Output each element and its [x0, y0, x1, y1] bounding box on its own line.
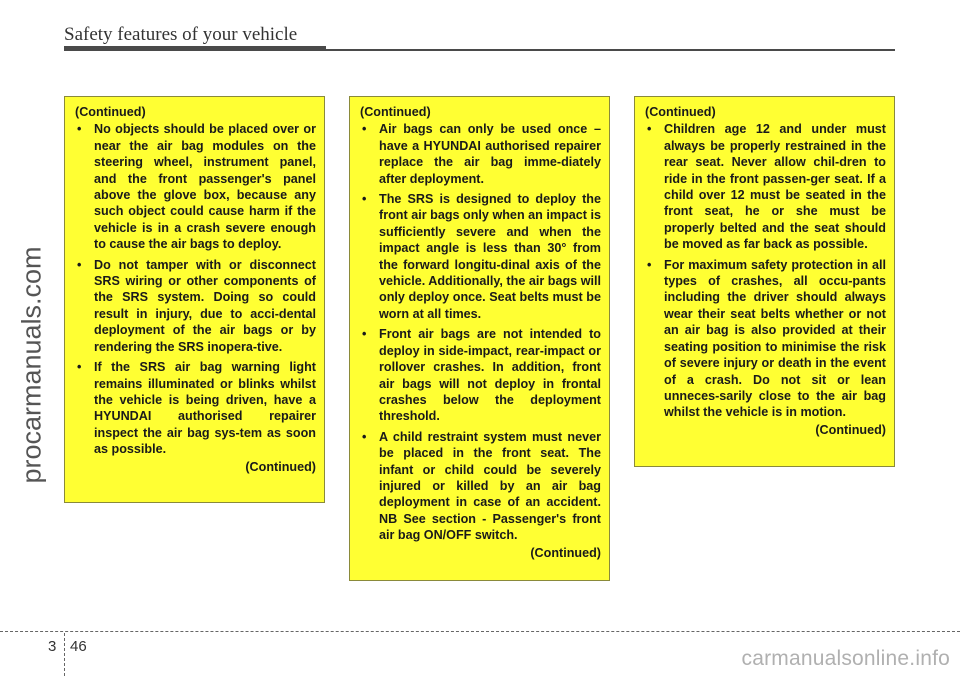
bullet-item: • For maximum safety protection in all types of crashes, all occu-pants including the driver should always wear their seat belts whether or not an air bag is also provided at their seating position to minimise the risk of severe injury or death in the event of a crash. Do not sit or lean unneces-sarily close to the air bag whilst the vehicle is in motion.	[645, 257, 886, 421]
bullet-item: • If the SRS air bag warning light remains illuminated or blinks whilst the vehicle is being driven, have a HYUNDAI authorised repairer inspect the air bag sys-tem as soon as possible.	[75, 359, 316, 457]
bullet-item: • The SRS is designed to deploy the front air bags only when an impact is sufficiently severe and when the impact angle is less than 30° from the forward longitu-dinal axis of the vehicle. Additionally, the air bags will only deploy once. Seat belts must be worn at all times.	[360, 191, 601, 322]
header-title: Safety features of your vehicle	[64, 24, 298, 45]
footer-rule	[0, 631, 960, 632]
box-footer: (Continued)	[530, 545, 601, 560]
bullet-item: • Front air bags are not intended to deploy in side-impact, rear-impact or rollover crashes. In addition, front air bags will not deploy in frontal crashes below the deployment threshold.	[360, 326, 601, 424]
bullet-item: • No objects should be placed over or near the air bag modules on the steering wheel, instrument panel, and the front passenger's panel above the glove box, because any such object could cause harm if the vehicle is in a crash severe enough to cause the air bags to deploy.	[75, 121, 316, 252]
bullet-item: • Do not tamper with or disconnect SRS wiring or other components of the SRS system. Doing so could result in injury, due to acci-dental deployment of the air bags or by rendering the SRS inopera-tive.	[75, 257, 316, 355]
bullet-list	[360, 121, 601, 543]
box-heading: (Continued)	[360, 105, 431, 119]
bullet-list	[75, 121, 316, 457]
header-rule-thin	[326, 49, 895, 51]
warning-box-3	[634, 96, 895, 467]
bottom-watermark: carmanualsonline.info	[741, 647, 950, 670]
box-footer: (Continued)	[815, 422, 886, 437]
warning-box-2	[349, 96, 610, 581]
bullet-list	[645, 121, 886, 420]
header-rule-thick	[64, 46, 326, 51]
box-footer: (Continued)	[245, 459, 316, 474]
bullet-item: • Children age 12 and under must always be properly restrained in the rear seat. Never allow chil-dren to ride in the front passen-ger seat. If a child over 12 must be seated in the front seat, he or she must be properly belted and the seat should be moved as far back as possible.	[645, 121, 886, 252]
bullet-item: • Air bags can only be used once – have a HYUNDAI authorised repairer replace the air bag imme-diately after deployment.	[360, 121, 601, 187]
section-number: 3	[48, 638, 57, 655]
bullet-item: • A child restraint system must never be placed in the front seat. The infant or child could be severely injured or killed by an air bag deployment in case of an accident. NB See section - Passenger's front air bag ON/OFF switch.	[360, 429, 601, 544]
warning-box-1	[64, 96, 325, 503]
page-number: 46	[70, 638, 87, 655]
page-number-divider	[64, 633, 65, 676]
box-heading: (Continued)	[75, 105, 146, 119]
box-heading: (Continued)	[645, 105, 716, 119]
side-watermark: procarmanuals.com	[16, 246, 47, 484]
